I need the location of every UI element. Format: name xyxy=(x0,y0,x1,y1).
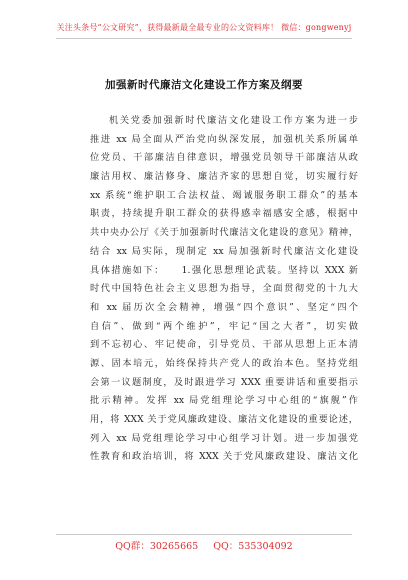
body-line: 到不忘初心、牢记使命，引导党员、干部从思想上正本清 xyxy=(90,339,358,351)
body-line: 性教育和政治培训，将 XXX 关于党风廉政建设、廉洁文化 xyxy=(90,451,358,463)
body-line: 廉洁用权、廉洁修身、廉洁齐家的思想自觉，切实履行好 xyxy=(90,171,358,183)
body-line: 推进 xx 局全面从严治党向纵深发展，加强机关系所属单 xyxy=(90,133,358,145)
top-divider xyxy=(56,38,352,39)
footer-contact xyxy=(0,538,408,552)
footer-qq: QQ：535304092 xyxy=(213,541,293,552)
body-line: 用，将 XXX 关于党风廉政建设、廉洁文化建设的重要论述， xyxy=(90,414,358,425)
footer-qq-group: QQ群：30265665 xyxy=(115,541,199,552)
body-line: 自信”、做到“两个维护”，牢记“国之大者”，切实做 xyxy=(90,320,358,332)
body-line: 和 xx 届历次全会精神，增强“四个意识”、坚定“四个 xyxy=(90,301,358,313)
body-line: 批示精神。发挥 xx 局党组理论学习中心组的“旗舰”作 xyxy=(90,395,358,407)
top-banner: 关注头条号“公文研究”，获得最新最全最专业的公文资料库！ 微信：gongwenyj xyxy=(56,23,352,32)
body-line: 列入 xx 局党组理论学习中心组学习计划。进一步加强党 xyxy=(90,432,358,444)
body-line: 位党员、干部廉洁自律意识，增强党员领导干部廉洁从政 xyxy=(90,152,358,164)
footer-divider xyxy=(56,534,352,535)
body-line: 会第一议题制度，及时跟进学习 XXX 重要讲话和重要指示 xyxy=(90,376,358,388)
body-line: 机关党委加强新时代廉洁文化建设工作方案为进一步 xyxy=(109,115,358,126)
document-body xyxy=(90,112,358,467)
document-title: 加强新时代廉洁文化建设工作方案及纲要 xyxy=(105,79,303,91)
body-line: 共中央办公厅《关于加强新时代廉洁文化建设的意见》精神， xyxy=(90,227,358,239)
body-line: 职责，持续提升职工群众的获得感幸福感安全感，根据中 xyxy=(90,208,358,220)
body-line: 时代中国特色社会主义思想为指导，全面贯彻党的十九大 xyxy=(90,283,358,295)
body-line: 具体措施如下： 1.强化思想理论武装。坚持以 XXX 新 xyxy=(90,264,358,276)
body-line: xx 系统“维护职工合法权益、竭诚服务职工群众”的基本 xyxy=(90,189,358,201)
body-line: 源、固本培元，始终保持共产党人的政治本色。坚持党组 xyxy=(90,357,358,369)
body-line: 结合 xx 局实际，现制定 xx 局加强新时代廉洁文化建设 xyxy=(90,245,358,257)
